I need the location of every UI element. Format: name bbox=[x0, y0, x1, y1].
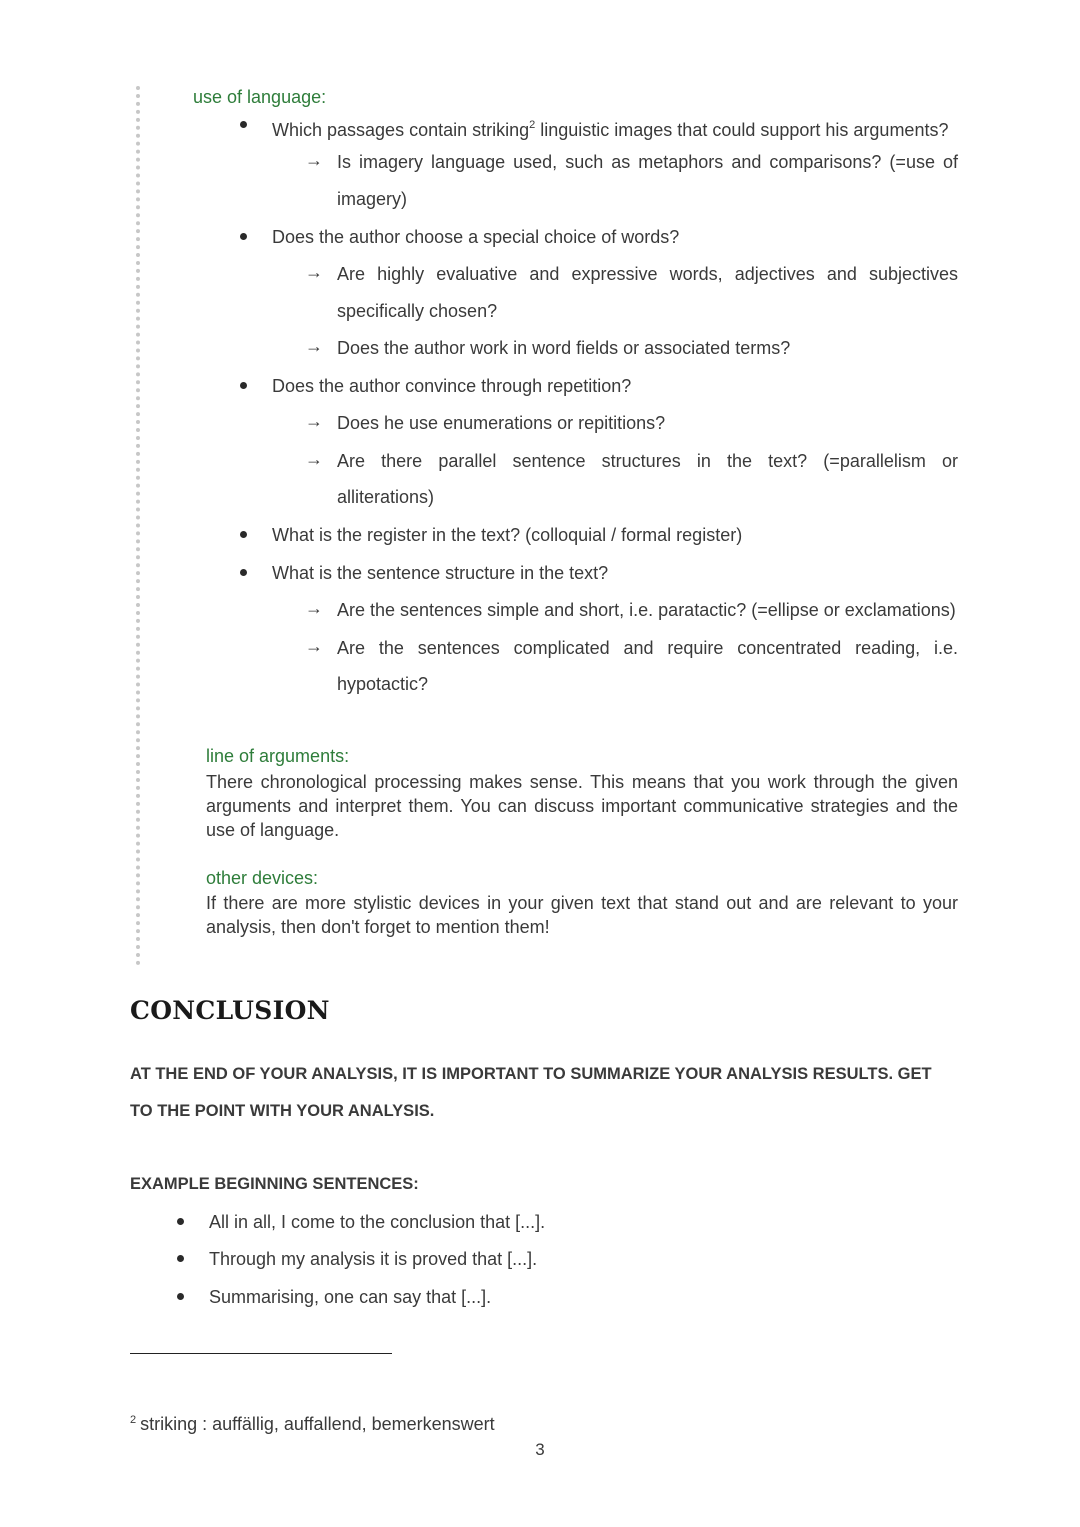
answer-evaluative-words-line2: specifically chosen? bbox=[337, 301, 498, 321]
arrow-icon: → bbox=[305, 150, 323, 170]
conclusion-intro-line1: AT THE END OF YOUR ANALYSIS, IT IS IMPORTANT TO SUMMARIZE YOUR ANALYSIS RESULTS. GET bbox=[130, 1065, 932, 1083]
margin-dotted-rule bbox=[136, 86, 140, 966]
footnote-ref[interactable]: 2 bbox=[529, 119, 536, 131]
footnote-separator bbox=[130, 1353, 392, 1354]
devices-paragraph: If there are more stylistic devices in your given text that stand out and are relevant to your analysis, then don't forget to mention them! bbox=[206, 893, 958, 937]
answer-parallel-structures-line2: alliterations) bbox=[337, 487, 435, 507]
bullet-icon bbox=[240, 531, 247, 538]
section-heading-language: use of language: bbox=[193, 87, 327, 107]
footnote-text: striking : auffällig, auffallend, bemerkenswert bbox=[140, 1414, 495, 1434]
footnote bbox=[130, 1414, 495, 1435]
section-heading-devices: other devices: bbox=[206, 868, 319, 888]
question-sentence-structure: What is the sentence structure in the text? bbox=[272, 563, 609, 583]
answer-hypotactic-line1: Are the sentences complicated and require concentrated reading, i.e. bbox=[337, 638, 958, 658]
answer-word-fields: Does the author work in word fields or associated terms? bbox=[337, 338, 791, 358]
arrow-icon: → bbox=[305, 636, 323, 656]
section-heading-arguments: line of arguments: bbox=[206, 746, 350, 766]
page-number: 3 bbox=[535, 1440, 545, 1459]
footnote-number: 2 bbox=[130, 1414, 137, 1426]
question-striking-passages: Which passages contain striking$^2$ linguistic images that could support his arguments? bbox=[272, 119, 949, 140]
answer-paratactic: Are the sentences simple and short, i.e. paratactic? (=ellipse or exclamations) bbox=[337, 600, 956, 620]
example-sentence: Through my analysis it is proved that [...]. bbox=[209, 1249, 538, 1269]
conclusion-intro-line2: TO THE POINT WITH YOUR ANALYSIS. bbox=[130, 1102, 435, 1120]
conclusion-title: CONCLUSION bbox=[130, 996, 330, 1025]
answer-enumerations: Does he use enumerations or repititions? bbox=[337, 413, 666, 433]
arrow-icon: → bbox=[305, 411, 323, 431]
arrow-icon: → bbox=[305, 262, 323, 282]
answer-parallel-structures-line1: Are there parallel sentence structures in the text? (=parallelism or bbox=[337, 451, 958, 471]
bullet-icon bbox=[177, 1255, 184, 1262]
examples-heading: EXAMPLE BEGINNING SENTENCES: bbox=[130, 1175, 419, 1193]
arrow-icon: → bbox=[305, 336, 323, 356]
answer-evaluative-words-line1: Are highly evaluative and expressive words, adjectives and subjectives bbox=[337, 264, 958, 284]
arguments-paragraph: There chronological processing makes sense. This means that you work through the given arguments and interpret them. You can discuss important communicative strategies and the use of language. bbox=[206, 772, 958, 840]
arrow-icon: → bbox=[305, 598, 323, 618]
answer-hypotactic-line2: hypotactic? bbox=[337, 674, 429, 694]
answer-imagery-line1: Is imagery language used, such as metaphors and comparisons? (=use of bbox=[337, 152, 958, 172]
answer-imagery-line2: imagery) bbox=[337, 189, 408, 209]
arrow-icon: → bbox=[305, 449, 323, 469]
question-register: What is the register in the text? (colloquial / formal register) bbox=[272, 525, 743, 545]
bullet-icon bbox=[177, 1218, 184, 1225]
bullet-icon bbox=[240, 569, 247, 576]
bullet-icon bbox=[177, 1293, 184, 1300]
question-repetition: Does the author convince through repetition? bbox=[272, 376, 632, 396]
example-sentence: All in all, I come to the conclusion that [...]. bbox=[209, 1212, 546, 1232]
bullet-icon bbox=[240, 233, 247, 240]
example-sentence: Summarising, one can say that [...]. bbox=[209, 1287, 492, 1307]
question-choice-of-words: Does the author choose a special choice of words? bbox=[272, 227, 680, 247]
bullet-icon bbox=[240, 121, 247, 128]
bullet-icon bbox=[240, 382, 247, 389]
